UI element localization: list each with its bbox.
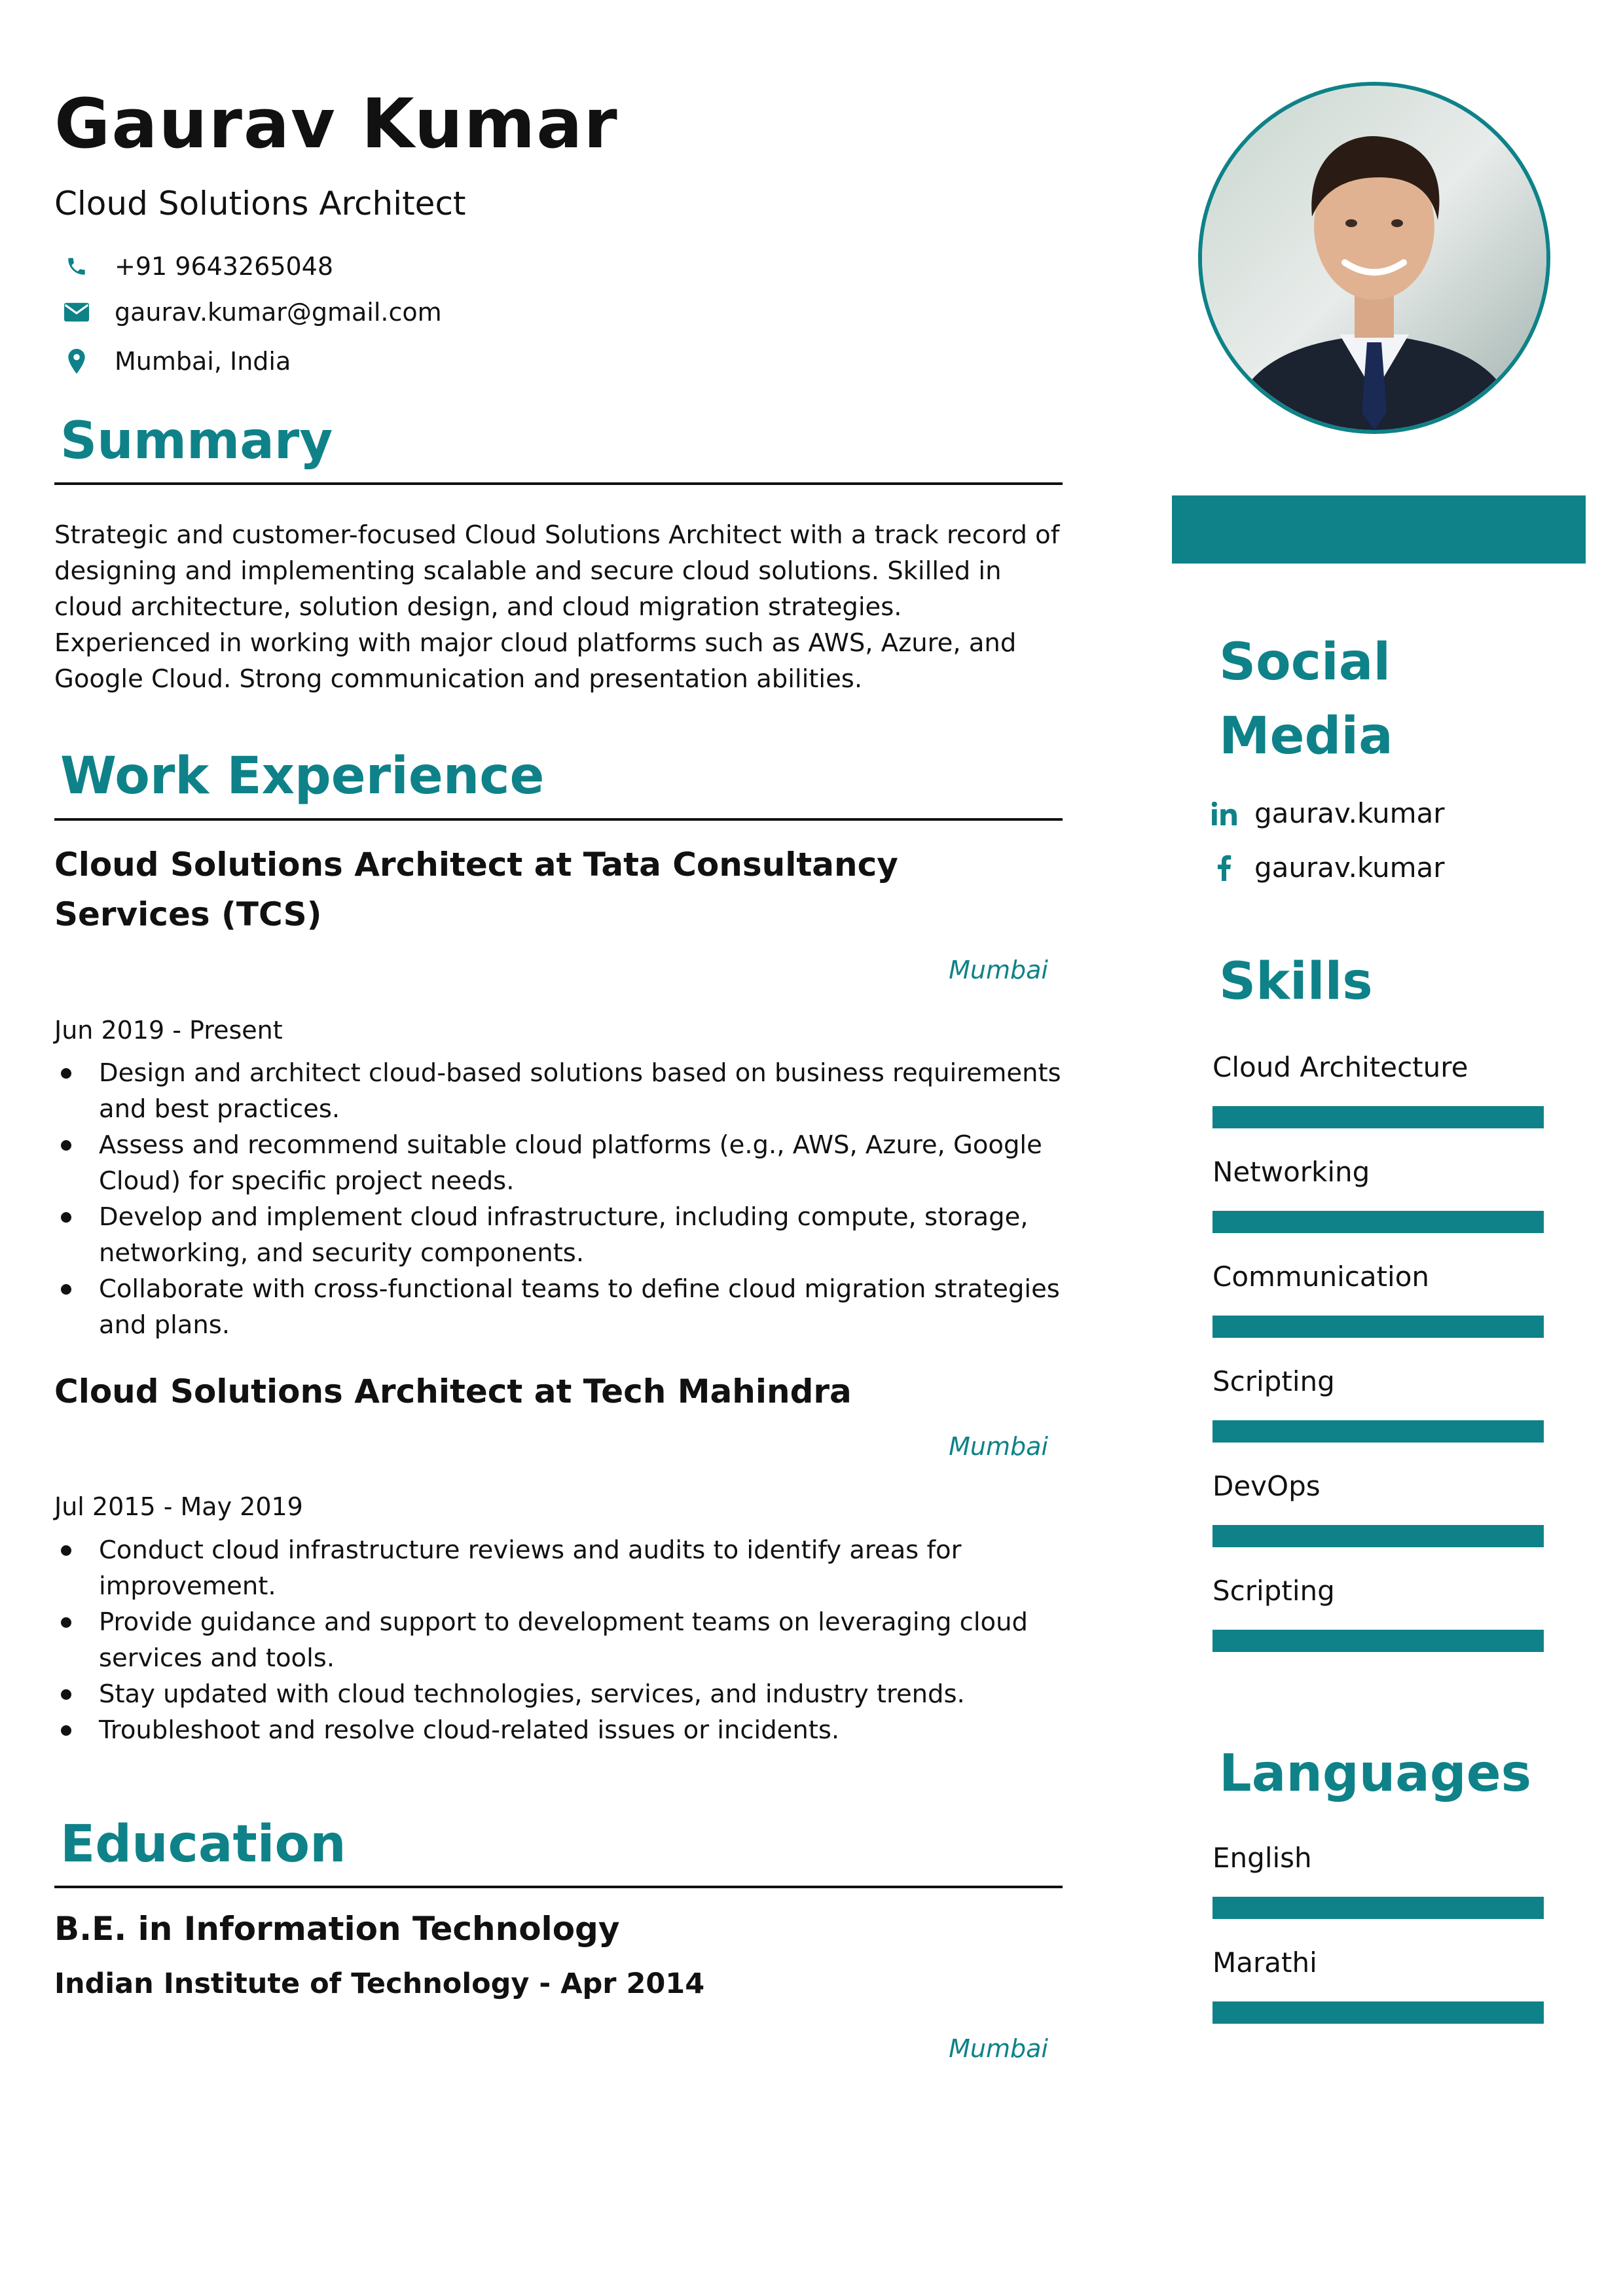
candidate-title: Cloud Solutions Architect — [54, 185, 466, 223]
job-dates: Jun 2019 - Present — [54, 1016, 283, 1045]
list-item: Assess and recommend suitable cloud platforms (e.g., AWS, Azure, Google Cloud) for specific project needs. — [54, 1127, 1063, 1199]
job-bullets — [54, 1055, 1063, 1343]
work-experience-heading: Work Experience — [60, 747, 545, 806]
skills-level-fill — [1213, 1420, 1544, 1443]
skills-label: Cloud Architecture — [1213, 1051, 1468, 1083]
languages-level-fill — [1213, 1897, 1544, 1919]
languages-heading: Languages — [1219, 1744, 1532, 1803]
job-title: Cloud Solutions Architect at Tech Mahindra — [54, 1372, 852, 1410]
list-item: Design and architect cloud-based solutions based on business requirements and best practices. — [54, 1055, 1063, 1127]
skills-level-fill — [1213, 1106, 1544, 1128]
contact-email — [62, 298, 442, 327]
list-item: Conduct cloud infrastructure reviews and audits to identify areas for improvement. — [54, 1532, 1063, 1604]
skills-level-bar — [1213, 1630, 1544, 1652]
skills-label: Networking — [1213, 1156, 1370, 1188]
envelope-icon — [62, 298, 91, 327]
candidate-name: Gaurav Kumar — [54, 84, 619, 164]
job-bullets — [54, 1532, 1063, 1748]
skills-level-fill — [1213, 1316, 1544, 1338]
list-item: Provide guidance and support to development teams on leveraging cloud services and tools. — [54, 1604, 1063, 1676]
school-name: Indian Institute of Technology - Apr 2014 — [54, 1967, 705, 2000]
facebook-handle: gaurav.kumar — [1254, 852, 1445, 884]
list-item: Collaborate with cross-functional teams to define cloud migration strategies and plans. — [54, 1271, 1063, 1343]
list-item: Develop and implement cloud infrastructure, including compute, storage, networking, and security components. — [54, 1199, 1063, 1271]
job-location: Mumbai — [949, 956, 1048, 984]
languages-level-bar — [1213, 2001, 1544, 2024]
skills-level-bar — [1213, 1525, 1544, 1547]
skills-level-bar — [1213, 1316, 1544, 1338]
skills-heading: Skills — [1219, 952, 1373, 1011]
accent-bar — [1172, 495, 1586, 564]
phone-number: +91 9643265048 — [115, 252, 334, 281]
skills-level-bar — [1213, 1106, 1544, 1128]
contact-phone — [62, 252, 333, 281]
phone-icon — [62, 252, 91, 281]
linkedin-icon — [1211, 799, 1237, 828]
skills-level-bar — [1213, 1420, 1544, 1443]
linkedin-handle: gaurav.kumar — [1254, 797, 1445, 829]
summary-divider — [54, 482, 1063, 485]
job-dates: Jul 2015 - May 2019 — [54, 1492, 303, 1521]
facebook-icon — [1211, 853, 1237, 882]
skills-label: Scripting — [1213, 1365, 1335, 1397]
list-item: Stay updated with cloud technologies, services, and industry trends. — [54, 1676, 1063, 1712]
skills-level-fill — [1213, 1630, 1544, 1652]
location-pin-icon — [62, 347, 91, 376]
skills-label: Communication — [1213, 1261, 1430, 1293]
education-heading: Education — [60, 1815, 346, 1874]
summary-heading: Summary — [60, 412, 333, 471]
social-linkedin[interactable] — [1211, 797, 1445, 829]
location-text: Mumbai, India — [115, 347, 291, 376]
skills-level-bar — [1213, 1211, 1544, 1233]
skills-level-fill — [1213, 1211, 1544, 1233]
job-title: Cloud Solutions Architect at Tata Consultancy Services (TCS) — [54, 846, 898, 933]
skills-label: Scripting — [1213, 1575, 1335, 1607]
social-media-heading-line1: Social — [1219, 633, 1391, 692]
profile-photo — [1198, 82, 1550, 434]
summary-text: Strategic and customer-focused Cloud Solutions Architect with a track record of designing and implementing scalable and secure cloud solutions. Skilled in cloud architecture, solution design, and cloud migration strategies. Experienced in working with major cloud platforms such as AWS, Azure, and Google Cloud. Strong communication and presentation abilities. — [54, 520, 1060, 694]
social-media-heading-line2: Media — [1219, 707, 1393, 766]
social-facebook[interactable] — [1211, 852, 1445, 884]
languages-label: English — [1213, 1842, 1312, 1874]
degree-title: B.E. in Information Technology — [54, 1910, 620, 1948]
education-divider — [54, 1886, 1063, 1888]
education-location: Mumbai — [949, 2034, 1048, 2063]
list-item: Troubleshoot and resolve cloud-related issues or incidents. — [54, 1712, 1063, 1748]
email-address: gaurav.kumar@gmail.com — [115, 298, 442, 327]
work-experience-divider — [54, 818, 1063, 821]
languages-label: Marathi — [1213, 1946, 1317, 1979]
skills-label: DevOps — [1213, 1470, 1321, 1502]
languages-level-fill — [1213, 2001, 1544, 2024]
job-location: Mumbai — [949, 1432, 1048, 1461]
skills-level-fill — [1213, 1525, 1544, 1547]
contact-location — [62, 347, 291, 376]
languages-level-bar — [1213, 1897, 1544, 1919]
